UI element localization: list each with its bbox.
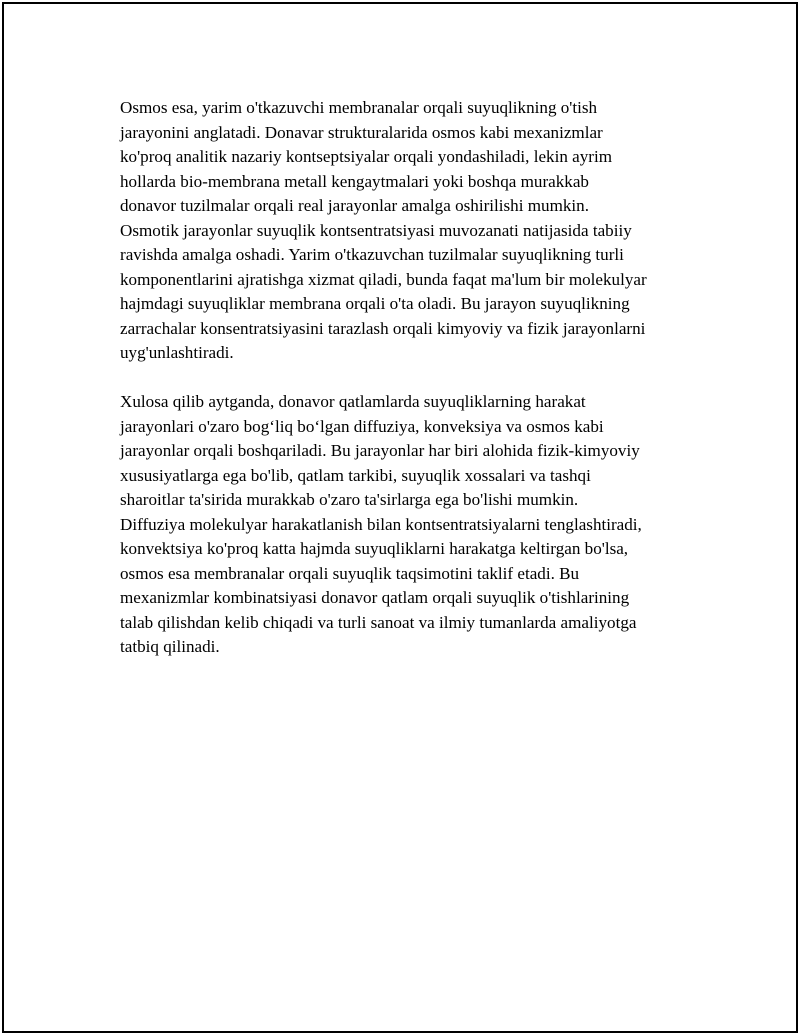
paragraph-conclusion: Xulosa qilib aytganda, donavor qatlamlarda suyuqliklarning harakat jarayonlari o'zaro bog‘liq bo‘lgan diffuziya, konveksiya va osmos kabi jarayonlar orqali boshqariladi. Bu jarayonlar har biri alohida fizik-kimyoviy xususiyatlarga ega bo'lib, qatlam tarkibi, suyuqlik xossalari va tashqi sharoitlar ta'sirida murakkab o'zaro ta'sirlarga ega bo'lishi mumkin. Diffuziya molekulyar harakatlanish bilan kontsentratsiyalarni tenglashtiradi, konvektsiya ko'proq katta hajmda suyuqliklarni harakatga keltirgan bo'lsa, osmos esa membranalar orqali suyuqlik taqsimotini taklif etadi. Bu mexanizmlar kombinatsiyasi donavor qatlam orqali suyuqlik o'tishlarining talab qilishdan kelib chiqadi va turli sanoat va ilmiy tumanlarda amaliyotga tatbiq qilinadi. xyxy=(120,392,642,656)
document-page xyxy=(2,2,798,1033)
paragraph-osmos: Osmos esa, yarim o'tkazuvchi membranalar orqali suyuqlikning o'tish jarayonini anglatadi. Donavar strukturalarida osmos kabi mexanizmlar ko'proq analitik nazariy kontseptsiyalar orqali yondashiladi, lekin ayrim hollarda bio-membrana metall kengaytmalari yoki boshqa murakkab donavor tuzilmalar orqali real jarayonlar amalga oshirilishi mumkin. Osmotik jarayonlar suyuqlik kontsentratsiyasi muvozanati natijasida tabiiy ravishda amalga oshadi. Yarim o'tkazuvchan tuzilmalar suyuqlikning turli komponentlarini ajratishga xizmat qiladi, bunda faqat ma'lum bir molekulyar hajmdagi suyuqliklar membrana orqali o'ta oladi. Bu jarayon suyuqlikning zarrachalar konsentratsiyasini tarazlash orqali kimyoviy va fizik jarayonlarni uyg'unlashtiradi. xyxy=(120,98,647,362)
document-body xyxy=(120,96,700,684)
